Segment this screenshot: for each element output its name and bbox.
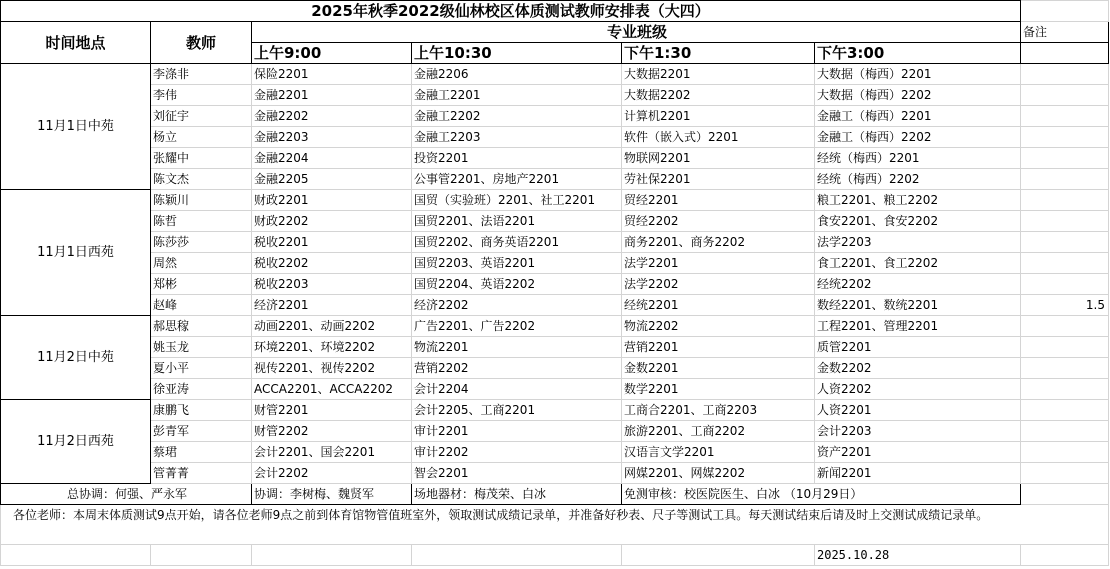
table-row (1, 169, 1109, 190)
class-cell-slot-2: 公事管2201、房地产2201 (412, 169, 622, 190)
teacher-cell: 姚玉龙 (151, 337, 252, 358)
class-cell-slot-1: 视传2201、视传2202 (252, 358, 412, 379)
class-cell-slot-3: 汉语言文学2201 (622, 442, 815, 463)
remark-cell (1021, 400, 1109, 421)
class-cell-slot-1: 税收2203 (252, 274, 412, 295)
remark-cell (1021, 127, 1109, 148)
class-cell-slot-2: 广告2201、广告2202 (412, 316, 622, 337)
teacher-cell: 郑彬 (151, 274, 252, 295)
teacher-cell: 彭青军 (151, 421, 252, 442)
class-cell-slot-2: 国贸2203、英语2201 (412, 253, 622, 274)
teacher-cell: 管菁菁 (151, 463, 252, 484)
remark-cell (1021, 421, 1109, 442)
teacher-cell: 夏小平 (151, 358, 252, 379)
class-cell-slot-2: 审计2202 (412, 442, 622, 463)
class-cell-slot-2: 会计2204 (412, 379, 622, 400)
class-cell-slot-3: 旅游2201、工商2202 (622, 421, 815, 442)
remark-cell (1021, 169, 1109, 190)
remark-header: 备注 (1021, 22, 1109, 43)
table-row (1, 442, 1109, 463)
table-row (1, 148, 1109, 169)
class-cell-slot-3: 贸经2202 (622, 211, 815, 232)
issue-date: 2025.10.28 (815, 545, 1021, 566)
class-cell-slot-3: 网媒2201、网媒2202 (622, 463, 815, 484)
class-cell-slot-2: 金融工2201 (412, 85, 622, 106)
slot-header-1: 上午9:00 (252, 43, 412, 64)
teacher-notice: 各位老师：本周末体质测试9点开始，请各位老师9点之前到体育馆物管值班室外，领取测试成绩记录单，并准备好秒表、尺子等测试工具。每天测试结束后请及时上交测试成绩记录单。 (1, 505, 1109, 545)
slot-header-2: 上午10:30 (412, 43, 622, 64)
teacher-cell: 李涤非 (151, 64, 252, 85)
class-cell-slot-4: 大数据（梅西）2202 (815, 85, 1021, 106)
location-cell: 11月2日中苑 (1, 316, 151, 400)
class-cell-slot-3: 法学2201 (622, 253, 815, 274)
location-cell: 11月2日西苑 (1, 400, 151, 484)
table-row (1, 190, 1109, 211)
class-cell-slot-3: 经统2201 (622, 295, 815, 316)
class-cell-slot-3: 贸经2201 (622, 190, 815, 211)
class-cell-slot-1: 税收2202 (252, 253, 412, 274)
class-cell-slot-1: 经济2201 (252, 295, 412, 316)
teacher-cell: 陈文杰 (151, 169, 252, 190)
table-row (1, 337, 1109, 358)
class-cell-slot-3: 物联网2201 (622, 148, 815, 169)
table-row (1, 232, 1109, 253)
class-cell-slot-3: 数学2201 (622, 379, 815, 400)
remark-cell (1021, 190, 1109, 211)
class-cell-slot-4: 大数据（梅西）2201 (815, 64, 1021, 85)
teacher-header: 教师 (151, 22, 252, 64)
class-cell-slot-3: 商务2201、商务2202 (622, 232, 815, 253)
class-cell-slot-3: 法学2202 (622, 274, 815, 295)
teacher-cell: 陈颖川 (151, 190, 252, 211)
class-cell-slot-2: 投资2201 (412, 148, 622, 169)
class-cell-slot-3: 软件（嵌入式）2201 (622, 127, 815, 148)
class-cell-slot-3: 物流2202 (622, 316, 815, 337)
table-row (1, 253, 1109, 274)
class-cell-slot-4: 食安2201、食安2202 (815, 211, 1021, 232)
teacher-cell: 陈哲 (151, 211, 252, 232)
teacher-cell: 郝思稼 (151, 316, 252, 337)
remark-cell (1021, 253, 1109, 274)
class-cell-slot-4: 法学2203 (815, 232, 1021, 253)
class-cell-slot-1: 金融2203 (252, 127, 412, 148)
class-cell-slot-1: 会计2201、国会2201 (252, 442, 412, 463)
table-row (1, 211, 1109, 232)
class-cell-slot-4: 经统（梅西）2202 (815, 169, 1021, 190)
class-cell-slot-2: 会计2205、工商2201 (412, 400, 622, 421)
class-cell-slot-3: 金数2201 (622, 358, 815, 379)
class-cell-slot-4: 人资2202 (815, 379, 1021, 400)
class-cell-slot-4: 经统2202 (815, 274, 1021, 295)
slot-header-3: 下午1:30 (622, 43, 815, 64)
note-row (1, 505, 1109, 545)
classes-header: 专业班级 (252, 22, 1021, 43)
remark-cell (1021, 85, 1109, 106)
remark-cell (1021, 211, 1109, 232)
remark-cell (1021, 316, 1109, 337)
table-row (1, 358, 1109, 379)
class-cell-slot-2: 智会2201 (412, 463, 622, 484)
sheet-title: 2025年秋季2022级仙林校区体质测试教师安排表（大四） (1, 1, 1021, 22)
equipment-coordinator: 场地器材：梅茂荣、白冰 (412, 484, 622, 505)
class-cell-slot-2: 物流2201 (412, 337, 622, 358)
class-cell-slot-2: 金融工2202 (412, 106, 622, 127)
class-cell-slot-4: 金融工（梅西）2201 (815, 106, 1021, 127)
remark-cell (1021, 232, 1109, 253)
remark-cell (1021, 358, 1109, 379)
slot-header-4: 下午3:00 (815, 43, 1021, 64)
class-cell-slot-2: 国贸2204、英语2202 (412, 274, 622, 295)
class-cell-slot-3: 营销2201 (622, 337, 815, 358)
teacher-cell: 康鹏飞 (151, 400, 252, 421)
coordination-row (1, 484, 1109, 505)
exemption-review: 免测审核：校医院医生、白冰 （10月29日） (622, 484, 1021, 505)
location-header: 时间地点 (1, 22, 151, 64)
class-cell-slot-2: 营销2202 (412, 358, 622, 379)
class-cell-slot-1: 税收2201 (252, 232, 412, 253)
table-row (1, 421, 1109, 442)
class-cell-slot-3: 大数据2201 (622, 64, 815, 85)
table-row (1, 274, 1109, 295)
location-cell: 11月1日西苑 (1, 190, 151, 316)
teacher-cell: 刘征宇 (151, 106, 252, 127)
class-cell-slot-4: 资产2201 (815, 442, 1021, 463)
class-cell-slot-4: 粮工2201、粮工2202 (815, 190, 1021, 211)
class-cell-slot-4: 金融工（梅西）2202 (815, 127, 1021, 148)
class-cell-slot-3: 工商合2201、工商2203 (622, 400, 815, 421)
table-row (1, 64, 1109, 85)
class-cell-slot-1: 金融2202 (252, 106, 412, 127)
location-cell: 11月1日中苑 (1, 64, 151, 190)
teacher-cell: 赵峰 (151, 295, 252, 316)
class-cell-slot-2: 经济2202 (412, 295, 622, 316)
class-cell-slot-1: 动画2201、动画2202 (252, 316, 412, 337)
date-row (1, 545, 1109, 566)
class-cell-slot-1: 金融2201 (252, 85, 412, 106)
class-cell-slot-4: 人资2201 (815, 400, 1021, 421)
class-cell-slot-1: 财管2201 (252, 400, 412, 421)
class-cell-slot-3: 大数据2202 (622, 85, 815, 106)
class-cell-slot-1: ACCA2201、ACCA2202 (252, 379, 412, 400)
teacher-cell: 蔡珺 (151, 442, 252, 463)
class-cell-slot-4: 工程2201、管理2201 (815, 316, 1021, 337)
teacher-cell: 陈莎莎 (151, 232, 252, 253)
class-cell-slot-1: 环境2201、环境2202 (252, 337, 412, 358)
class-cell-slot-1: 会计2202 (252, 463, 412, 484)
table-row (1, 463, 1109, 484)
class-cell-slot-4: 新闻2201 (815, 463, 1021, 484)
class-cell-slot-2: 审计2201 (412, 421, 622, 442)
class-cell-slot-2: 国贸（实验班）2201、社工2201 (412, 190, 622, 211)
remark-cell (1021, 148, 1109, 169)
remark-cell: 1.5 (1021, 295, 1109, 316)
class-cell-slot-1: 财管2202 (252, 421, 412, 442)
class-cell-slot-2: 国贸2201、法语2201 (412, 211, 622, 232)
class-cell-slot-1: 金融2205 (252, 169, 412, 190)
remark-cell (1021, 64, 1109, 85)
remark-cell (1021, 106, 1109, 127)
table-row (1, 400, 1109, 421)
class-cell-slot-1: 金融2204 (252, 148, 412, 169)
class-cell-slot-4: 食工2201、食工2202 (815, 253, 1021, 274)
teacher-cell: 周然 (151, 253, 252, 274)
teacher-cell: 李伟 (151, 85, 252, 106)
remark-cell (1021, 442, 1109, 463)
table-row (1, 316, 1109, 337)
table-row (1, 379, 1109, 400)
class-cell-slot-4: 数经2201、数统2201 (815, 295, 1021, 316)
assist-coordinator: 协调：李树梅、魏贤军 (252, 484, 412, 505)
remark-cell (1021, 337, 1109, 358)
teacher-cell: 杨立 (151, 127, 252, 148)
remark-cell (1021, 463, 1109, 484)
class-cell-slot-4: 经统（梅西）2201 (815, 148, 1021, 169)
table-row (1, 85, 1109, 106)
teacher-cell: 张耀中 (151, 148, 252, 169)
table-row (1, 295, 1109, 316)
remark-cell (1021, 274, 1109, 295)
class-cell-slot-1: 保险2201 (252, 64, 412, 85)
table-row (1, 127, 1109, 148)
remark-cell (1021, 379, 1109, 400)
class-cell-slot-3: 劳社保2201 (622, 169, 815, 190)
class-cell-slot-4: 质管2201 (815, 337, 1021, 358)
class-cell-slot-4: 金数2202 (815, 358, 1021, 379)
class-cell-slot-2: 金融工2203 (412, 127, 622, 148)
class-cell-slot-1: 财政2202 (252, 211, 412, 232)
teacher-cell: 徐亚涛 (151, 379, 252, 400)
table-row (1, 106, 1109, 127)
class-cell-slot-2: 金融2206 (412, 64, 622, 85)
class-cell-slot-3: 计算机2201 (622, 106, 815, 127)
general-coordinator: 总协调：何强、严永军 (1, 484, 252, 505)
class-cell-slot-4: 会计2203 (815, 421, 1021, 442)
class-cell-slot-2: 国贸2202、商务英语2201 (412, 232, 622, 253)
class-cell-slot-1: 财政2201 (252, 190, 412, 211)
